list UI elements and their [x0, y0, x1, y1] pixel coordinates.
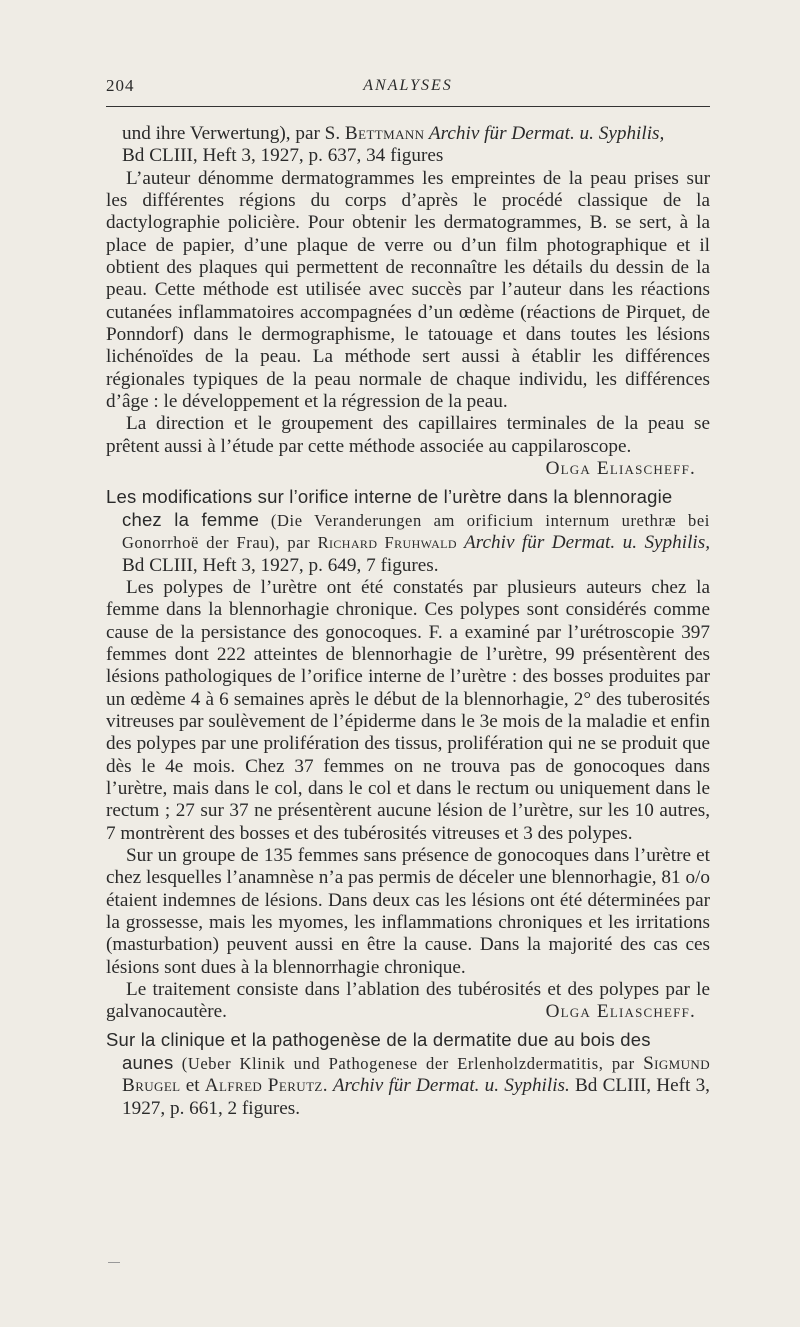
entry1-paragraph-2-text: La direction et le groupement des capillaires terminales de la peau se prêtent aussi à l’étude par cette méthode associée au cappilaroscope. — [106, 413, 710, 457]
entry2-heading-tail: Bd CLIII, Heft 3, 1927, p. 649, 7 figures. — [122, 554, 439, 576]
entry3-author1: Sigmund Brugel — [122, 1053, 710, 1097]
page-mark — [108, 1262, 120, 1263]
entry1-paragraph-1: L’auteur dénomme dermatogrammes les empreintes de la peau prises sur les différentes régions du corps d’après le procédé classique de la dactylographie policière. Pour obtenir les dermatogrammes, B. se sert, à la place de papier, d’une plaque de verre ou d’un film photographique et il obtient des plaques qui permettent de reconnaître les détails du dessin de la peau. Cette méthode est utilisée avec succès par l’auteur dans les réactions cutanées inflammatoires accompagnées d’un œdème (réactions de Pirquet, de Ponndorf) dans le dermographisme, le tatouage et dans toutes les lésions lichénoïdes de la peau. La méthode sert aussi à établir les différences régionales typiques de la peau normale de chaque individu, les différences d’âge : le développement et la régression de la peau. — [106, 167, 710, 413]
page-number: 204 — [106, 76, 135, 95]
entry2-paragraph-3-text: Le traitement consiste dans l’ablation des tubérosités et des polypes par le galvanocautère. — [106, 979, 710, 1023]
entry1-journal: Archiv für Dermat. u. Syphilis, — [424, 123, 665, 144]
entry2-journal: Archiv für Dermat. u. Syphilis, — [456, 532, 711, 554]
entry2-heading-line2: chez la femme — [122, 508, 260, 530]
entry3-heading-line1: Sur la clinique et la pathogenèse de la dermatite due au bois des — [106, 1028, 651, 1050]
entry1-citation-text: und ihre Verwertung), par S. — [122, 123, 345, 144]
entry1-citation-line2: Bd CLIII, Heft 3, 1927, p. 637, 34 figures — [122, 145, 444, 167]
entry1-author: Bettmann — [344, 123, 425, 144]
entry2-author: Richard Fruhwald — [317, 533, 457, 553]
entry2-heading-line1: Les modifications sur l’orifice interne de l’urètre dans la blennoragie — [106, 485, 673, 507]
entry3-author2: Alfred Perutz. — [204, 1075, 328, 1097]
main-text — [106, 123, 710, 1120]
entry1-citation — [106, 123, 710, 168]
running-head — [106, 76, 710, 107]
entry1-signature: Olga Eliascheff. — [545, 458, 696, 480]
entry3-and: et — [180, 1075, 205, 1097]
entry3-heading-line2: aunes — [122, 1052, 174, 1074]
entry3-tail: Bd CLIII, Heft 3, 1927, p. 661, 2 figures. — [122, 1075, 710, 1119]
entry3-heading — [106, 1029, 710, 1120]
entry3-heading-paren: (Ueber Klinik und Pathogenese der Erlenholzdermatitis, par — [173, 1054, 644, 1074]
entry3-journal: Archiv für Dermat. u. Syphilis. — [327, 1075, 570, 1097]
entry2-paragraph-1: Les polypes de l’urètre ont été constatés par plusieurs auteurs chez la femme dans la blennorhagie chronique. Ces polypes sont considérés comme cause de la persistance des gonocoques. F. a examiné par l’urétroscopie 397 femmes dont 222 atteintes de blennorhagie de l’urètre, 99 présentèrent des lésions pathologiques de l’orifice interne de l’urètre : des bosses produites par un œdème 4 à 6 semaines après le début de la blennorhagie, 2° des tuberosités vitreuses par soulèvement de l’épiderme dans le 3e mois de la maladie et enfin des polypes par une prolifération des tissus, prolifération qui ne se produit que dès le 4e mois. Chez 37 femmes on ne trouva pas de gonocoques dans l’urètre, mais dans le col, dans le col et dans le rectum ou uniquement dans le rectum ; 27 sur 37 ne présentèrent aucune lésion de l’urètre, sur les 10 autres, 7 montrèrent des bosses et des tubérosités vitreuses et 3 des polypes. — [106, 576, 710, 844]
entry2-heading-paren: (Die Veranderungen am orificium internum urethræ bei Gonorrhoë der Frau), par — [122, 510, 710, 553]
entry2-heading — [106, 486, 710, 577]
entry2-paragraph-3 — [106, 979, 710, 1024]
entry2-signature: Olga Eliascheff. — [545, 1001, 696, 1023]
entry2-paragraph-2: Sur un groupe de 135 femmes sans présence de gonocoques dans l’urètre et chez lesquelles l’anamnèse n’a pas permis de déceler une blennorhagie, 81 o/o étaient indemnes de lésions. Dans deux cas les lésions ont été déterminées par la grossesse, mais les myomes, les inflammations chroniques et les irritations (masturbation) peuvent aussi en être la cause. Dans la majorité des cas ces lésions sont dues à la blennorrhagie chronique. — [106, 845, 710, 978]
entry1-paragraph-2 — [106, 413, 710, 480]
section-title: ANALYSES — [363, 77, 453, 94]
